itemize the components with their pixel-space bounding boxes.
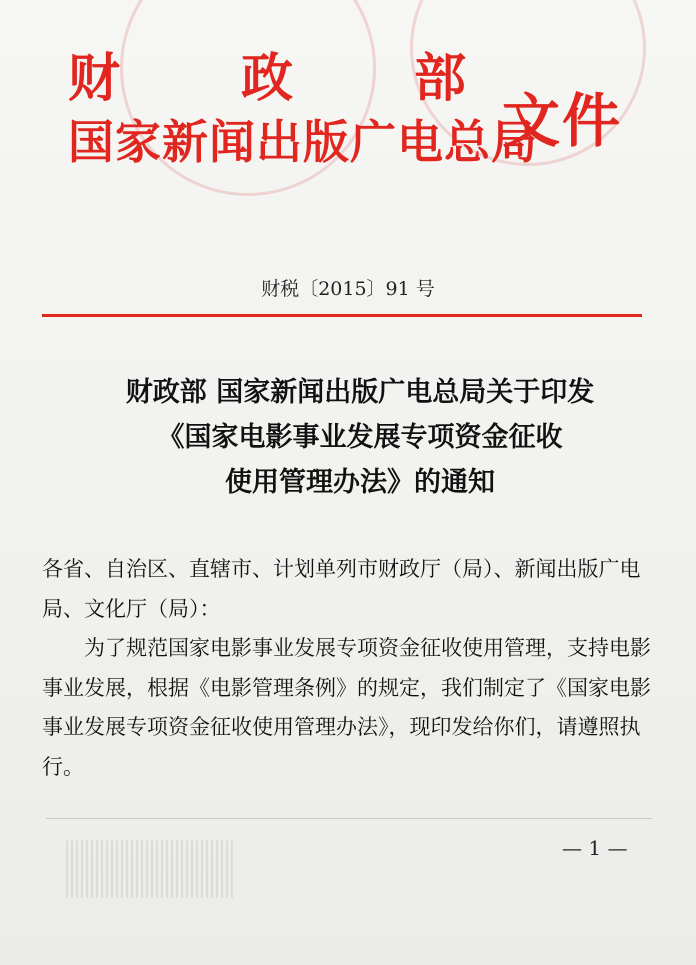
body-paragraph: 为了规范国家电影事业发展专项资金征收使用管理，支持电影事业发展，根据《电影管理条例》的规定，我们制定了《国家电影事业发展专项资金征收使用管理办法》，现印发给你们，请遵照执行。 [42,636,651,779]
doc-type-label: 文件 [502,87,623,155]
title-line: 《国家电影事业发展专项资金征收 [157,422,563,453]
issuer-char: 财 [68,49,123,109]
red-divider [42,314,642,317]
page-number: — 1 — [562,836,628,860]
salutation: 各省、自治区、直辖市、计划单列市财政厅（局）、新闻出版广电局、文化厅（局）： [42,557,641,621]
title-line: 使用管理办法》的通知 [225,467,495,498]
title-line: 财政部 国家新闻出版广电总局关于印发 [125,377,595,408]
document-number: 财税〔2015〕91 号 [261,278,435,300]
page-fold-line [46,818,652,819]
document-body [42,550,652,787]
issuer-char: 政 [240,49,295,109]
barcode-mark [66,840,236,898]
issuer-press-publication-radio-film-tv: 国家新闻出版广电总局 [68,115,538,169]
document-title [60,370,660,505]
issuer-char: 部 [413,49,468,109]
issuer-ministry-of-finance [68,36,468,109]
